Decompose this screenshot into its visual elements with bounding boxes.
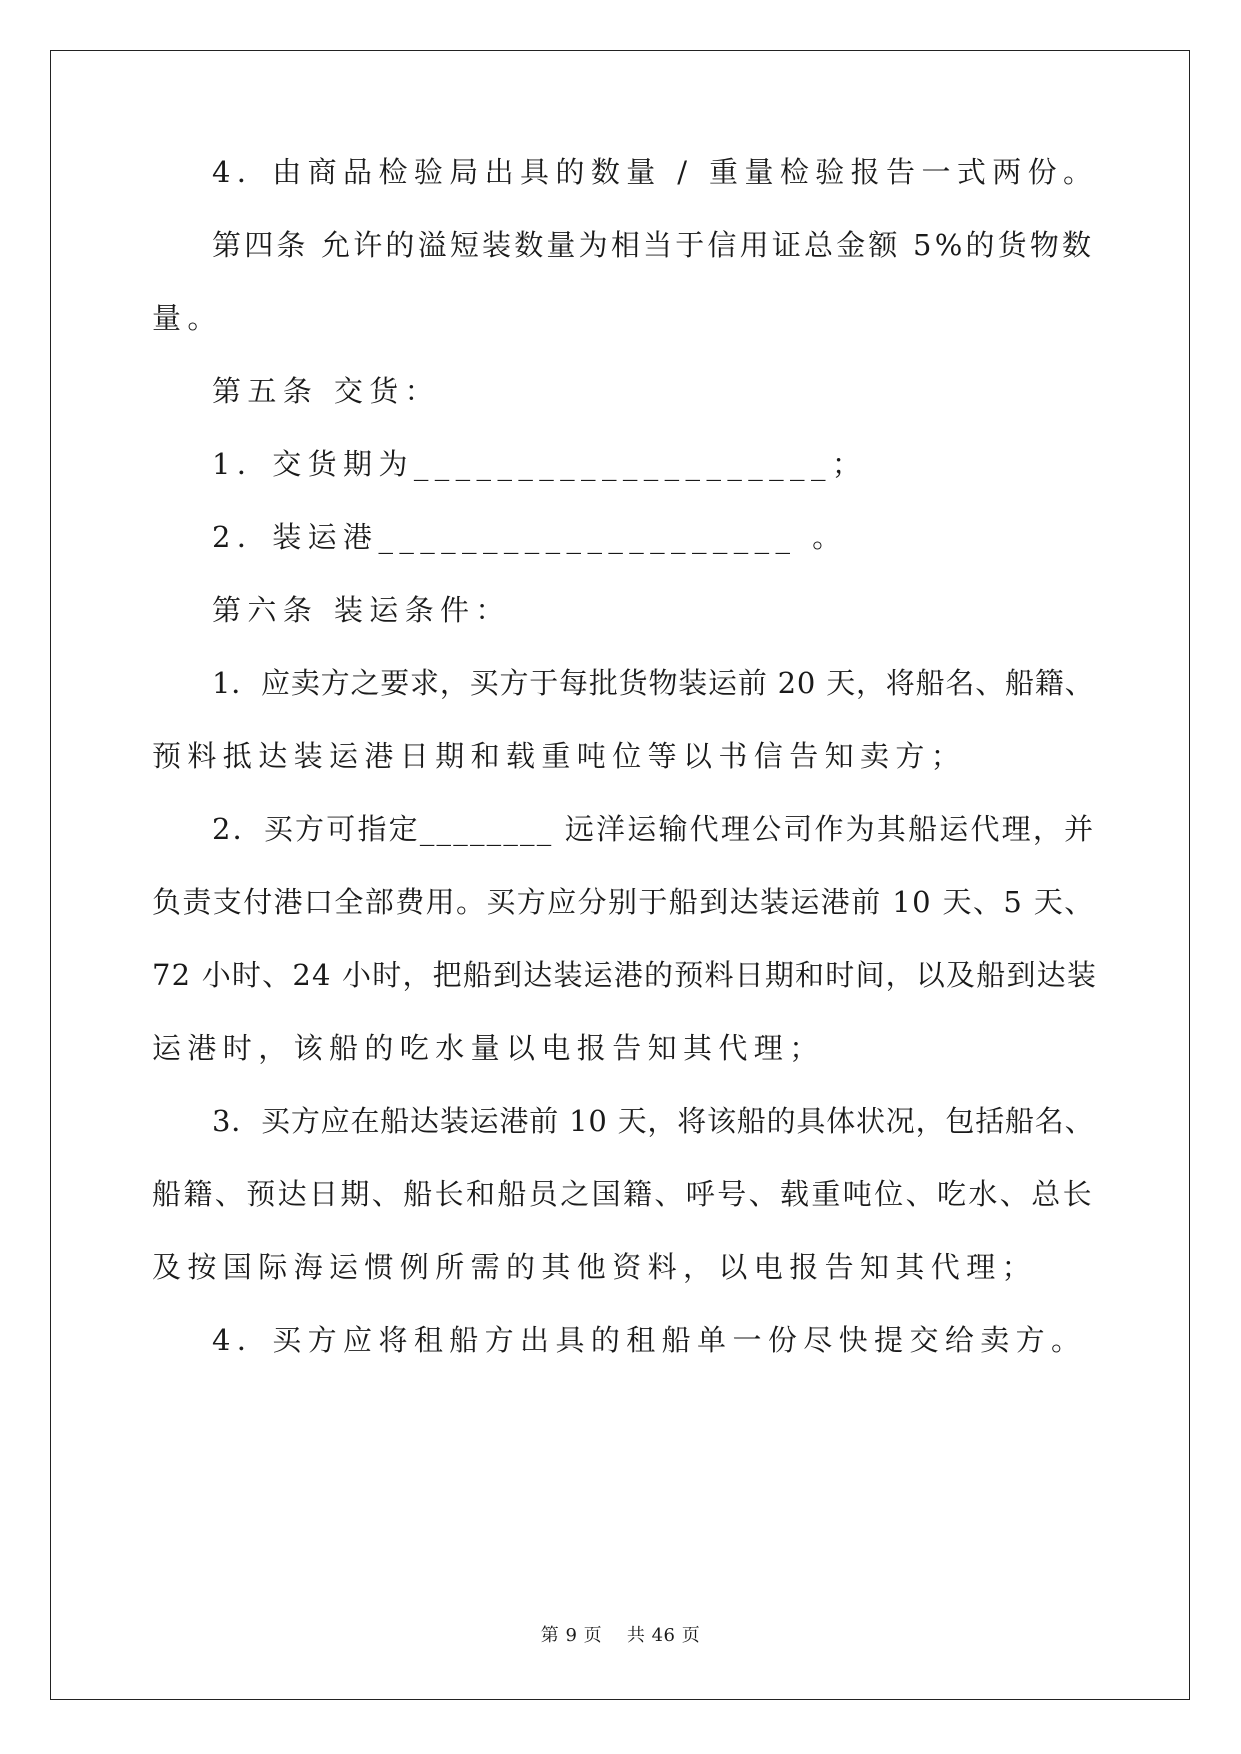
- section-heading: 第六条 装运条件：: [212, 593, 511, 627]
- paragraph-line: 船籍、预达日期、船长和船员之国籍、呼号、载重吨位、吃水、总长: [152, 1177, 1095, 1211]
- page-number-footer: 第 9 页 共 46 页: [540, 1625, 701, 1646]
- paragraph-line: 预料抵达装运港日期和载重吨位等以书信告知卖方；: [152, 739, 967, 773]
- paragraph-line: 72 小时、24 小时，把船到达装运港的预料日期和时间，以及船到达装: [152, 958, 1098, 992]
- paragraph-line: 负责支付港口全部费用。买方应分别于船到达装运港前 10 天、5 天、: [152, 885, 1095, 919]
- paragraph-line: 及按国际海运惯例所需的其他资料，以电报告知其代理；: [152, 1250, 1038, 1284]
- paragraph-line: 4．由商品检验局出具的数量 / 重量检验报告一式两份。: [212, 155, 1099, 189]
- paragraph-line: 4．买方应将租船方出具的租船单一份尽快提交给卖方。: [212, 1323, 1087, 1357]
- paragraph-line: 2．买方可指定________ 远洋运输代理公司作为其船运代理，并: [212, 812, 1096, 846]
- section-heading: 第五条 交货：: [212, 374, 441, 408]
- paragraph-line: 第四条 允许的溢短装数量为相当于信用证总金额 5%的货物数: [212, 228, 1095, 262]
- paragraph-line: 1．交货期为____________________；: [212, 447, 868, 481]
- paragraph-line: 运港时，该船的吃水量以电报告知其代理；: [152, 1031, 825, 1065]
- paragraph-line: 2．装运港____________________ 。: [212, 520, 848, 554]
- paragraph-line: 1．应卖方之要求，买方于每批货物装运前 20 天，将船名、船籍、: [212, 666, 1095, 700]
- paragraph-line: 3．买方应在船达装运港前 10 天，将该船的具体状况，包括船名、: [212, 1104, 1095, 1138]
- paragraph-line: 量。: [152, 301, 223, 335]
